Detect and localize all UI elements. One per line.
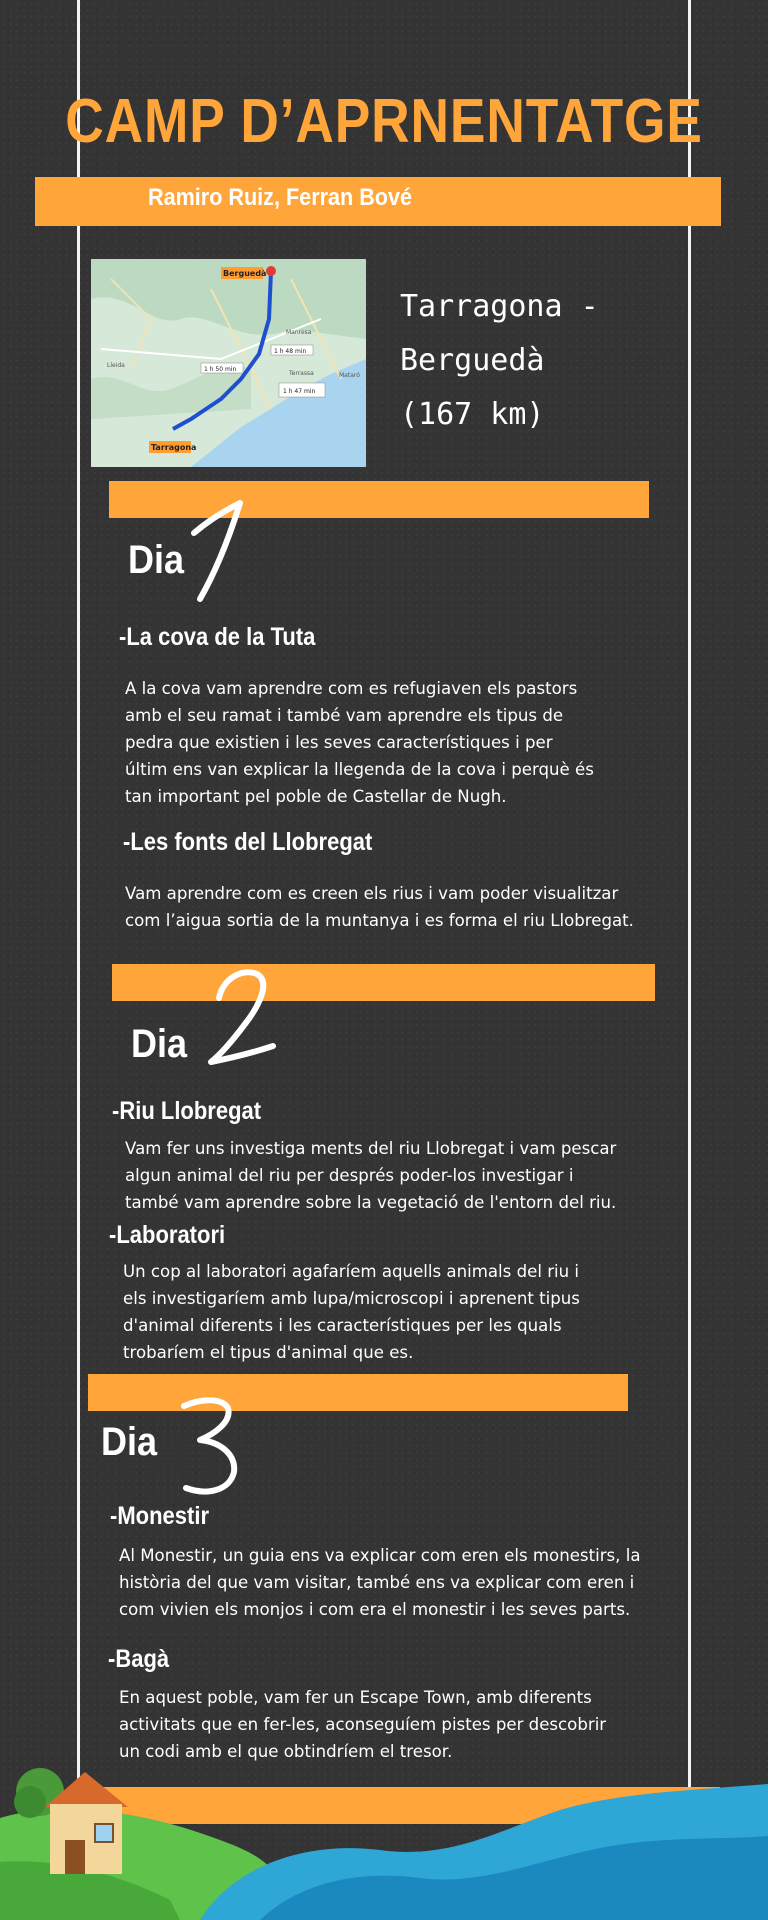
map-duration-3: 1 h 47 min	[283, 388, 316, 395]
route-line-3: (167 km)	[400, 397, 545, 432]
authors-text: Ramiro Ruiz, Ferran Bové	[147, 184, 413, 211]
route-line-1: Tarragona -	[400, 289, 599, 324]
text-line: història del que vam visitar, també ens va explicar com eren i	[119, 1573, 635, 1592]
route-line-2: Berguedà	[400, 343, 545, 378]
text-line: A la cova vam aprendre com es refugiaven els pastors	[125, 679, 578, 698]
map-place-lleida: Lleida	[107, 362, 125, 369]
day-3-label: Dia	[101, 1420, 158, 1464]
day-2-heading-1: -Riu Llobregat	[112, 1097, 262, 1125]
map-label-tarragona: Tarragona	[151, 443, 197, 452]
day-2-bar	[112, 964, 655, 1001]
map-label-bergueda: Berguedà	[223, 269, 267, 278]
day-2-number	[203, 962, 283, 1072]
text-line: com l’aigua sortia de la muntanya i es forma el riu Llobregat.	[125, 911, 634, 930]
day-1-number	[186, 495, 256, 605]
day-1-paragraph-1	[125, 675, 594, 810]
day-3-bar	[88, 1374, 628, 1411]
text-line: com vivien els monjos i com era el monestir i les seves parts.	[119, 1600, 631, 1619]
day-1-paragraph-2	[125, 880, 634, 934]
text-line: un codi amb el que obtindríem el tresor.	[119, 1742, 453, 1761]
text-line: Al Monestir, un guia ens va explicar com eren els monestirs, la	[119, 1546, 641, 1565]
text-line: tan important pel poble de Castellar de Nugh.	[125, 787, 507, 806]
map-place-mataro: Mataró	[339, 372, 360, 379]
map-place-manresa: Manresa	[286, 329, 312, 336]
map-duration-1: 1 h 48 min	[274, 348, 307, 355]
left-border-line	[77, 0, 80, 1920]
day-3-heading-2: -Bagà	[108, 1645, 170, 1673]
route-map-drawing	[91, 259, 366, 467]
day-3-paragraph-1	[119, 1542, 641, 1623]
text-line: els investigaríem amb lupa/microscopi i aprenent tipus	[123, 1289, 580, 1308]
text-line: En aquest poble, vam fer un Escape Town, amb diferents	[119, 1688, 592, 1707]
route-map-image	[91, 259, 366, 467]
text-line: Vam aprendre com es creen els rius i vam poder visualitzar	[125, 884, 619, 903]
page-title: CAMP D’APRNENTATGE	[65, 87, 703, 156]
day-1-heading-2: -Les fonts del Llobregat	[123, 828, 373, 856]
map-place-terrassa: Terrassa	[289, 370, 314, 377]
text-line: Un cop al laboratori agafaríem aquells animals del riu i	[123, 1262, 580, 1281]
map-duration-2: 1 h 50 min	[204, 366, 237, 373]
day-2-paragraph-1	[125, 1135, 616, 1216]
text-line: pedra que existien i les seves característiques i per	[125, 733, 553, 752]
day-2-label: Dia	[131, 1022, 188, 1066]
house-icon	[10, 1762, 140, 1882]
day-2-heading-2: -Laboratori	[109, 1221, 226, 1249]
day-3-number	[174, 1392, 244, 1502]
day-3-paragraph-2	[119, 1684, 606, 1765]
text-line: últim ens van explicar la llegenda de la cova i perquè és	[125, 760, 594, 779]
text-line: Vam fer uns investiga ments del riu Llobregat i vam pescar	[125, 1139, 617, 1158]
text-line: amb el seu ramat i també vam aprendre els tipus de	[125, 706, 564, 725]
text-line: també vam aprendre sobre la vegetació de l'entorn del riu.	[125, 1193, 617, 1212]
day-1-heading-1: -La cova de la Tuta	[119, 623, 316, 651]
day-2-paragraph-2	[123, 1258, 580, 1366]
text-line: trobaríem el tipus d'animal que es.	[123, 1343, 414, 1362]
day-1-label: Dia	[128, 538, 185, 582]
day-3-heading-1: -Monestir	[110, 1502, 209, 1530]
text-line: activitats que en fer-les, aconseguíem pistes per descobrir	[119, 1715, 607, 1734]
route-text	[400, 280, 700, 442]
text-line: d'animal diferents i les característiques per les quals	[123, 1316, 562, 1335]
text-line: algun animal del riu per després poder-los investigar i	[125, 1166, 574, 1185]
